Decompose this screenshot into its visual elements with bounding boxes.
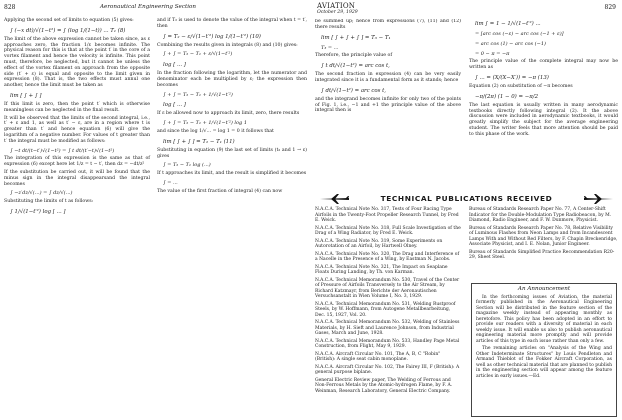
equation: ∫ t dt/√(1−t²) = arc cos t, [321, 63, 390, 70]
publication-entry: Bureau of Standards Simplified Practice Recommendation R20-29, Sheet Steel. [469, 249, 615, 260]
publication-entry: N.A.C.A. Technical Memorandum No. 531, Welding Rustproof Steels, by W. Hoffmann, from Autogene Metallbearbeitung, Dec. 15, 1927, Vol. 20. [315, 301, 456, 318]
publication-entry: N.A.C.A. Technical Memorandum No. 532, Welding of Stainless Materials, by H. Sieft and Laurence Johnson, from Industrial Gases, March and June, 1928. [315, 320, 460, 336]
left-column-1 [4, 18, 150, 218]
paragraph: The principle value of the complete integral may now be written as [469, 59, 618, 71]
paragraph: The limit of the above expression cannot be taken since, as ε approaches zero, the fraction 1/ε becomes infinite. The physical reason for this is that at the point t′ in the core of a vortex filament and hence the velocity is infinite. This point must, therefore, be neglected, but it cannot be unless the effect of the vortex filament on approach from the opposite side (t′ + ε) is equal and opposite to the limit given in expression (8). That is, the two effects must annul one another, hence the limit must be taken as [4, 36, 150, 89]
equation: lim [ ∫ + ∫ + ∫ ] = T₃ − T₁ [321, 34, 391, 41]
publication-entry: Bureau of Standards Research Paper No. 77, A Center-Shift Indicator for the Double-Modulation Type Radiobeacon, by M. Diamond, Radio Engineer, and F. W. Dunmore, Physicist. [469, 207, 612, 223]
publication-entry: N.A.C.A. Aircraft Circular No. 101, The A, B, C "Robin" (British): A single seat cabin monoplane. [315, 351, 441, 362]
page-number: 828 [4, 4, 16, 11]
paragraph: If ε be allowed now to approach its limit, zero, there results [157, 111, 300, 117]
paragraph: If t approaches its limit, and the result is simplified it becomes [157, 171, 307, 177]
equation: lim [ ∫ + ∫ ] = T₂ − T₁ (11) [163, 138, 235, 145]
publications-heading-bar [311, 191, 622, 205]
right-column-2 [469, 19, 618, 189]
paragraph: and since the log 1/√... = log 1 = 0 it follows that [157, 128, 274, 134]
equation: ∫ = T₂ − T₁ log (...) [163, 162, 211, 169]
airplane-icon [319, 193, 351, 205]
equation: ∫ (−x dt)/√(1−t²) = ∫ (log 1/(1−t)) ... T₁ (8) [10, 27, 126, 34]
paragraph: If the substitution be carried out, it will be found that the minus sign in the integral disappearsand the integral becomes [4, 169, 150, 187]
equation: ∫ = T₂ − ε/√(1−t′²) log 1/(1−t′²) (10) [163, 33, 261, 40]
publication-entry: General Electric Review paper, The Welding of Ferrous and Non-Ferrous Metals by the Atomic-hydrogen Flame, by F. A. Weinman, Research Laboratory, General Electric Company. [315, 377, 453, 394]
equation: ∫ 1/√(1−t′²) log [ ... ] [10, 208, 66, 215]
publication-entry: N.A.C.A. Aircraft Circular No. 102, The Fairey III, F (British): A general purpose biplane. [315, 364, 460, 375]
equation: = arc cos (1) − arc cos (−1) [475, 40, 546, 47]
left-column-2 [157, 18, 307, 197]
publication-entry: Bureau of Standards Research Paper No. 78, Relative Visibility of Luminous Flashes from Neon Lamps and from Incandescent Lamps With and Without Red Filters, by F. Chapin Breckenridge, Associate Physicist, and I. E. Nolan, Junior Engineer. [469, 225, 618, 247]
equation: ∫ dt/√(1−t²) = arc cos t, [321, 87, 386, 94]
left-page-header [4, 2, 307, 18]
paragraph: The second fraction in expression (4) can be very easily integrated since it is a fundamental form as it stands; hence [315, 72, 461, 83]
equation: log [ ... ] [163, 62, 186, 69]
right-column-1 [315, 19, 461, 189]
publications-list-2 [469, 207, 618, 263]
magazine-title: AVIATION [317, 2, 356, 10]
equation: ∫ + ∫ = T₂ − T₁ + ε/√(1−t′²) [163, 51, 233, 58]
announcement-title: An Announcement [517, 286, 571, 292]
paragraph: In the fraction following the logarithm, let the numerator and denominator each be multiplied by ε; the expression then becomes [157, 71, 307, 88]
publications-heading: TECHNICAL PUBLICATIONS RECEIVED [380, 194, 553, 203]
equation: ∫ ... = (X/(X−X′)) = −π (13) [475, 74, 549, 81]
paragraph: If this limit is zero, then the point t′ which is otherwise meaningless can be neglected in the final result. [4, 101, 150, 113]
equation: ∫ + ∫ = T₂ − T₁ + 1/√(1−t′²) [163, 91, 233, 98]
equation: ∫ = ... [163, 179, 178, 186]
equation: = [arc cos (−ε) − arc cos (−1 + ε)] [475, 31, 564, 37]
publication-entry: N.A.C.A. Technical Note No. 318, Full Scale Investigation of the Drag of a Wing Radiator, by Fred E. Weick. [315, 225, 461, 236]
publication-entry: N.A.C.A. Technical Note No. 321, The Impact on Seaplane Floats During Landing, by Th. von Karman. [315, 264, 448, 275]
right-page-header [315, 2, 618, 18]
paragraph: and if T₂ is used to denote the value of the integral when t = t′, then [157, 18, 307, 29]
publication-entry: N.A.C.A. Technical Note No. 320, The Drag and Interference of a Nacelle in the Presence of a Wing, by Eastman N. Jacobs. [315, 251, 460, 262]
paragraph: Combining the results given in integrals (8) and (10) gives: [157, 42, 298, 48]
equation: lim [ ∫ + ∫ ] [10, 92, 42, 99]
publication-entry: N.A.C.A. Technical Memorandum No. 530, Travel of the Center of Pressure of Airfoils Transversely to the Air Stream, by Richard Katzmayr, from Berichte der Aeronautischen Versuchsanstalt in Wien Volume I, No. 3, 1929. [315, 277, 460, 299]
publication-entry: N.A.C.A. Technical Note No. 319, Some Experiments on Autorotation of an Airfoil, by Hartwell Olney. [315, 238, 443, 249]
paragraph: Therefore, the principle value of [315, 53, 393, 59]
page-number: 829 [604, 4, 616, 11]
paragraph: Equation (2) on substitution of −π becomes [469, 83, 573, 89]
paragraph: and the integrand becomes infinite for only two of the points of Fig. 1, i.e., −1 and +1 the principle value of the above integral then is [315, 96, 461, 114]
announcement-paragraph: In the forthcoming issues of Aviation, the material formerly published in the Aeronautical Engineering Section will be distributed in the feature section of the magazine weekly instead of appearing monthly as heretofore. This policy has been adopted in an effort to provide our readers with a diversity of material in each weekly issue. It will enable us also to publish aeronautical engineering material more promptly and will provide articles of this type in each issue rather than only a few. [476, 294, 612, 344]
equation: log [ ... ] [163, 102, 186, 109]
paragraph: Substituting in equation (9) the last set of limits (t₂ and 1 → ε) gives [157, 147, 307, 159]
paragraph: The integration of this expression is the same as that of expression (6) except here let 1/z = t − t′, then dz = −dt/z² [4, 156, 150, 168]
paragraph: It will be observed that the limits of the second integral, i.e., t′ + ε and 1, as well as t′ − ε, are in a region where t is greater than t′ and hence equation (6) will give the logarithm of a negative number. For values of t greater than t′ the integral must be modified as follows: [4, 115, 150, 144]
equation: T₃ = ... [321, 44, 339, 51]
paragraph: Substituting the limits of t as follows: [4, 199, 94, 205]
right-page [311, 0, 622, 420]
announcement-paragraph: The remaining articles on "Analysis of the Wing and Other Indeterminate Structures" by Louis Pendleton and Armand Thieblot of the Fokker Aircraft Corporation, as well as other technical material that are planned to publish in the engineering section will appear among the feature articles in early issues.—Ed. [476, 346, 612, 379]
equation: ∫ −t dt/(t−t′)√(1−t²) = ∫ t dt/(t′−t)√(1−t²) [10, 147, 115, 154]
equation: = 0 − π = −π [475, 50, 510, 57]
publication-entry: N.A.C.A. Technical Memorandum No. 533, Handley Page Metal Construction, from Flight, May 9, 1929. [315, 338, 460, 349]
announcement-box [471, 283, 617, 417]
paragraph: The last equation is usually written in many aerodynamic textbooks directly following integral (2). It the above discussion were included in aerodynamic textbooks, it would greatly simplify the subject for the average engineering student. The writer feels that more attention should be paid to this phase of the work. [469, 102, 618, 137]
issue-date: October 29, 1929 [317, 10, 358, 15]
paragraph: The value of the first fraction of integral (4) can now [157, 188, 283, 194]
equation: ∫ −z′dz/√(...) = ∫ dz/√(...) [10, 190, 73, 197]
publication-entry: N.A.C.A. Technical Note No. 317, Tests of Four Racing Type Airfoils in the Twenty-Foot Propeller Research Tunnel, by Fred E. Weick. [315, 207, 459, 223]
equation: −π/(2π) (1 − 0) = −π/2 [475, 93, 539, 100]
paragraph: Applying the second set of limits to equation (5) gives: [4, 18, 134, 23]
equation: ∫ + ∫ = T₂ − T₁ + 1/√(1−t′²) log 1 [163, 120, 248, 127]
paragraph: be summed up; hence from expressions (7), (11) and (12) there results [315, 19, 461, 30]
running-title: Aeronautical Engineering Section [100, 4, 196, 10]
equation: lim ∫ = 1 − 1/√(1−t′²) ... [475, 21, 541, 27]
airplane-icon [582, 193, 614, 205]
publications-list-1 [315, 207, 461, 396]
